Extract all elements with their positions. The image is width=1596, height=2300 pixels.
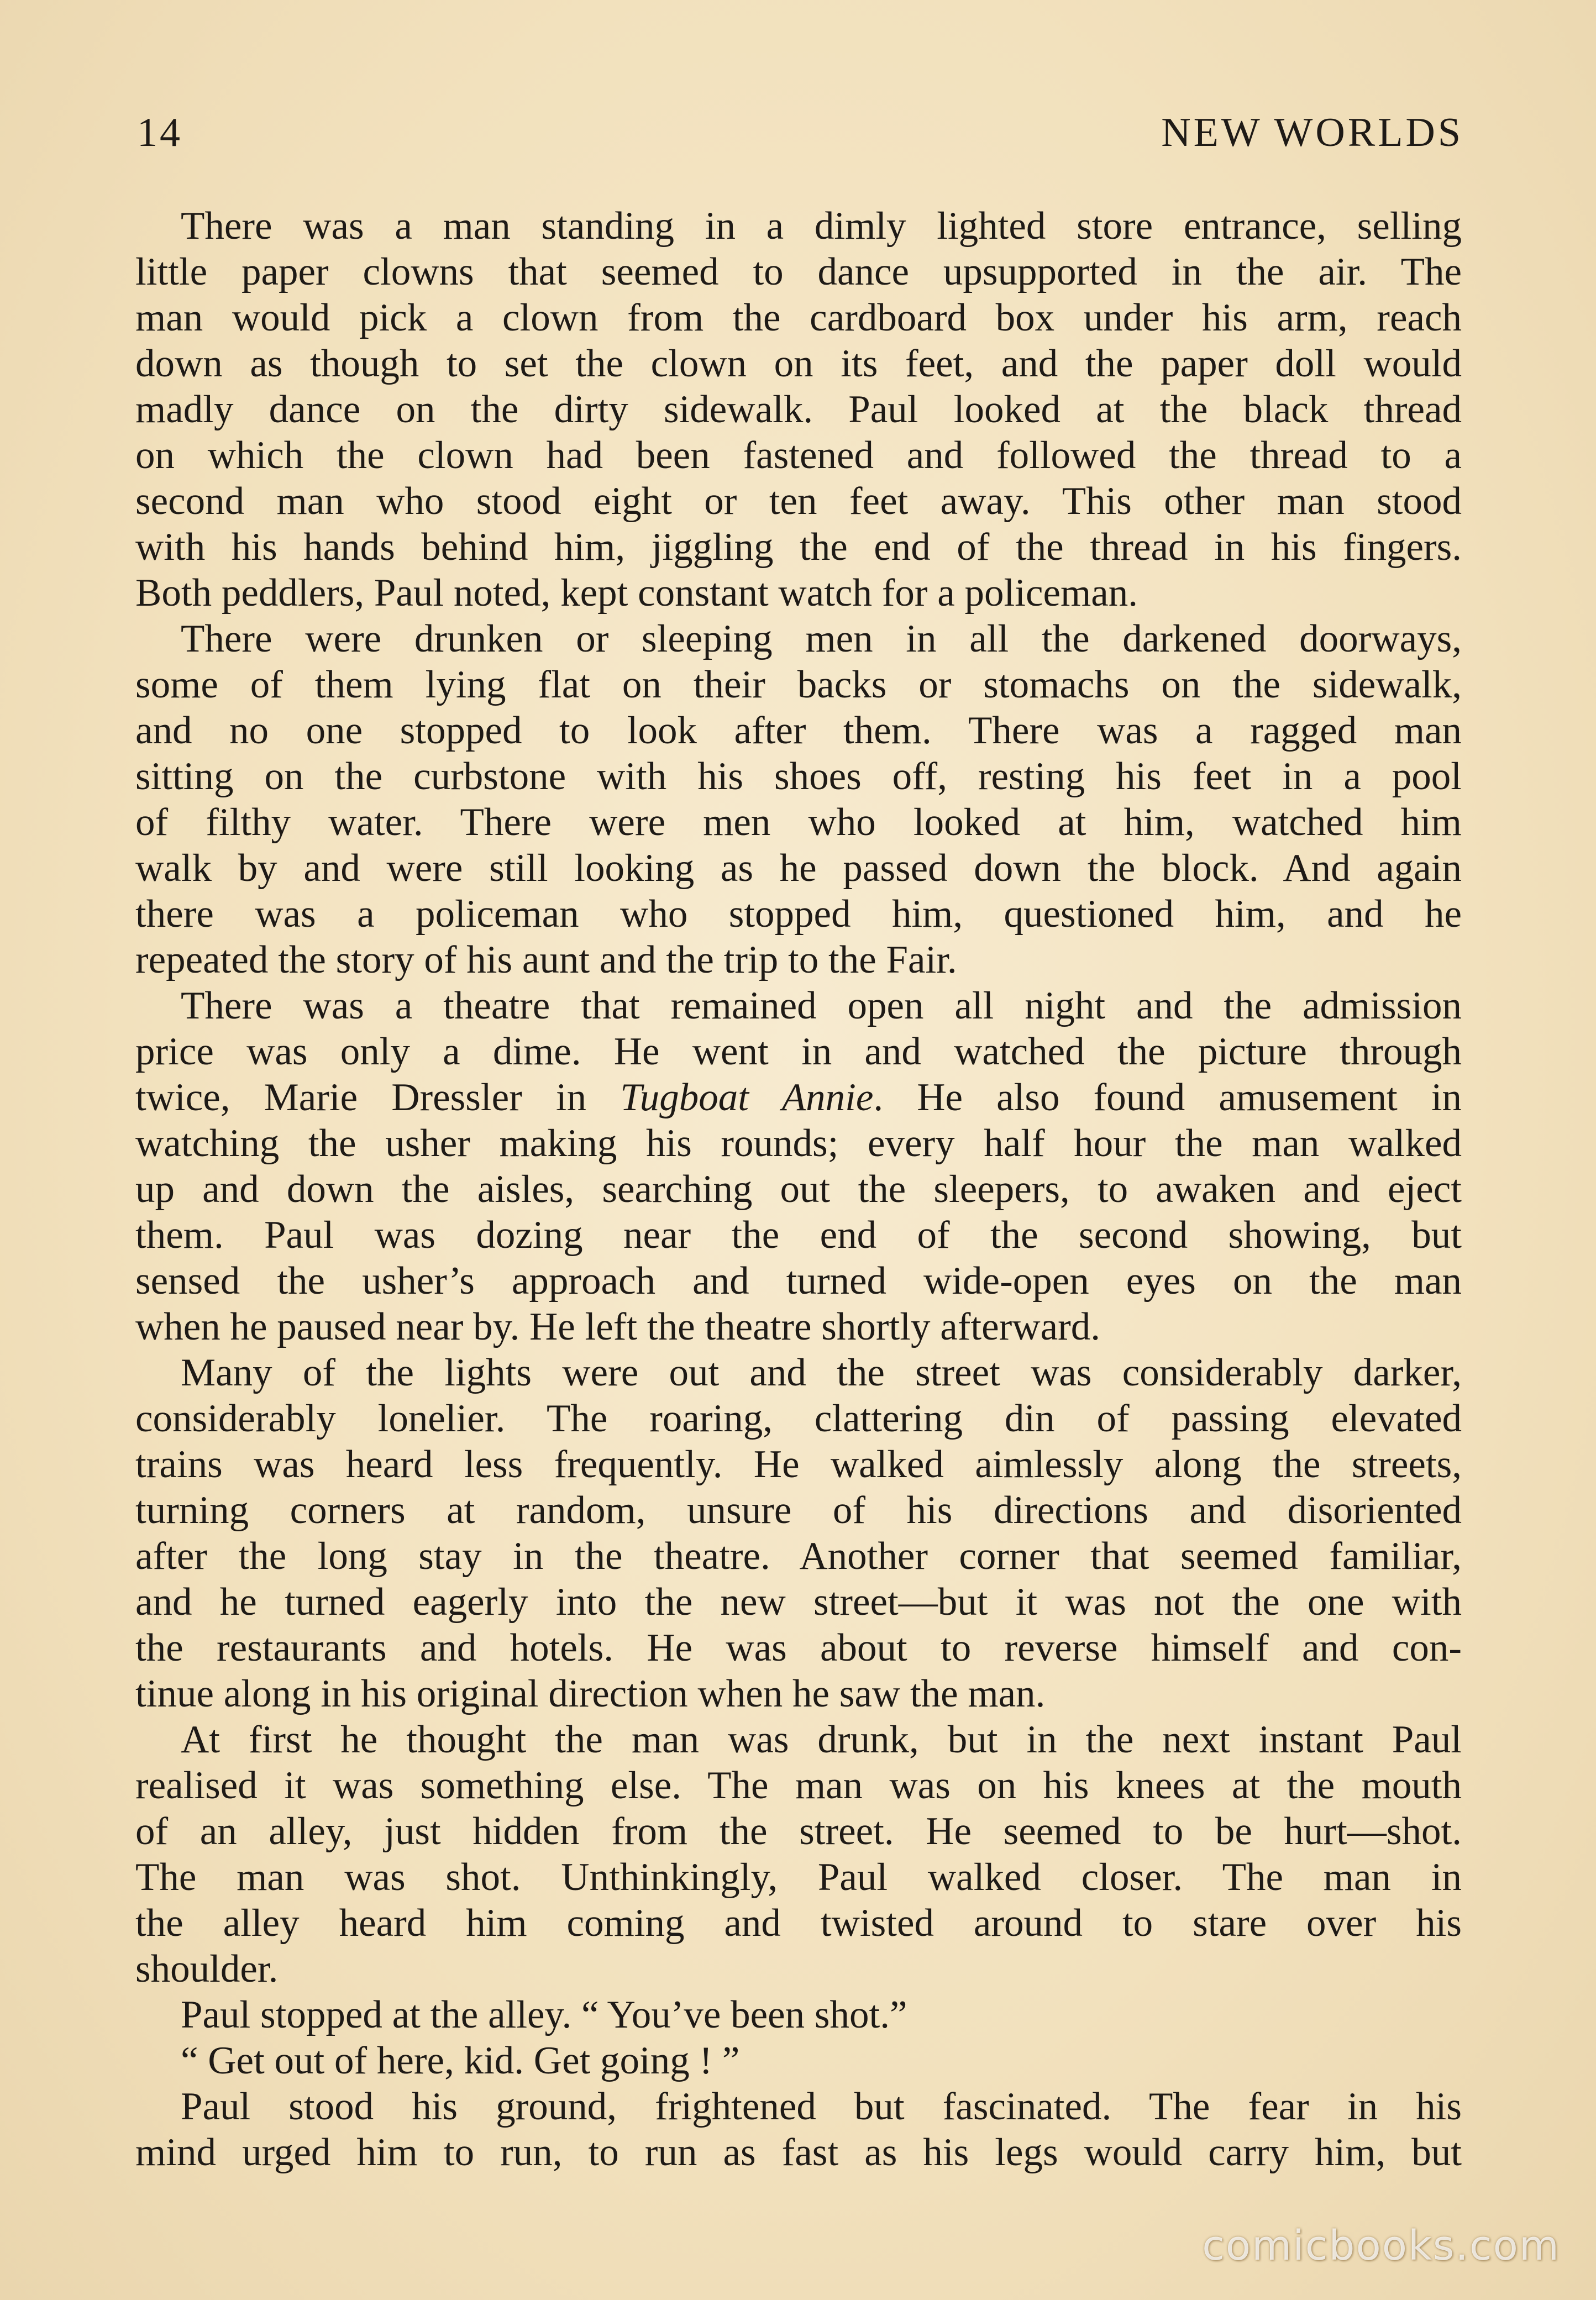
- text-line: There were drunken or sleeping men in all the darkened doorways,: [181, 617, 1462, 660]
- text-line: with his hands behind him, jiggling the end of the thread in his fingers.: [135, 526, 1462, 569]
- running-head: [137, 109, 1463, 159]
- text-line: price was only a dime. He went in and watched the picture through: [135, 1030, 1462, 1073]
- text-line-with-italic: twice, Marie Dressler in Tugboat Annie. He also found amusement in: [135, 1076, 1462, 1119]
- text-line: shoulder.: [135, 1947, 279, 1991]
- text-line: considerably lonelier. The roaring, clattering din of passing elevated: [135, 1397, 1462, 1440]
- text-line: the alley heard him coming and twisted around to stare over his: [135, 1902, 1462, 1945]
- text-line: them. Paul was dozing near the end of the second showing, but: [135, 1214, 1462, 1257]
- text-line: the restaurants and hotels. He was about to reverse himself and con-: [135, 1626, 1462, 1669]
- text-line: of filthy water. There were men who looked at him, watched him: [135, 801, 1462, 844]
- text-line: sitting on the curbstone with his shoes off, resting his feet in a pool: [135, 755, 1462, 798]
- body-text: [135, 203, 1462, 2176]
- text-line: up and down the aisles, searching out the sleepers, to awaken and eject: [135, 1168, 1462, 1211]
- text-line: madly dance on the dirty sidewalk. Paul looked at the black thread: [135, 388, 1462, 431]
- text-line: some of them lying flat on their backs or stomachs on the sidewalk,: [135, 663, 1462, 706]
- text-line: repeated the story of his aunt and the trip to the Fair.: [135, 938, 957, 981]
- text-line: Many of the lights were out and the street was considerably darker,: [181, 1351, 1462, 1394]
- text-line: of an alley, just hidden from the street. He seemed to be hurt—shot.: [135, 1810, 1462, 1853]
- text-line: second man who stood eight or ten feet away. This other man stood: [135, 480, 1462, 523]
- text-line: The man was shot. Unthinkingly, Paul walked closer. The man in: [135, 1856, 1462, 1899]
- text-line: There was a man standing in a dimly lighted store entrance, selling: [181, 204, 1462, 248]
- text-line: little paper clowns that seemed to dance upsupported in the air. The: [135, 250, 1462, 293]
- text-line: realised it was something else. The man was on his knees at the mouth: [135, 1764, 1462, 1807]
- watermark: comicbooks.com: [1202, 2222, 1560, 2270]
- text-line: man would pick a clown from the cardboard box under his arm, reach: [135, 296, 1462, 339]
- text-line: sensed the usher’s approach and turned wide-open eyes on the man: [135, 1259, 1462, 1303]
- text-line: when he paused near by. He left the theatre shortly afterward.: [135, 1305, 1100, 1348]
- text-line: down as though to set the clown on its feet, and the paper doll would: [135, 342, 1462, 385]
- text-line: trains was heard less frequently. He walked aimlessly along the streets,: [135, 1443, 1462, 1486]
- text-line: and no one stopped to look after them. There was a ragged man: [135, 709, 1462, 752]
- text-line: there was a policeman who stopped him, questioned him, and he: [135, 892, 1462, 936]
- dialogue-line: Paul stopped at the alley. “ You’ve been shot.”: [181, 1993, 907, 2036]
- text-line: mind urged him to run, to run as fast as his legs would carry him, but: [135, 2131, 1462, 2174]
- text-line: watching the usher making his rounds; every half hour the man walked: [135, 1122, 1462, 1165]
- text-line: walk by and were still looking as he passed down the block. And again: [135, 847, 1462, 890]
- italic-title: Tugboat Annie: [620, 1076, 874, 1119]
- running-title: NEW WORLDS: [1161, 110, 1463, 155]
- dialogue-line: “ Get out of here, kid. Get going ! ”: [181, 2039, 740, 2082]
- text-line: turning corners at random, unsure of his directions and disoriented: [135, 1489, 1462, 1532]
- text-line: There was a theatre that remained open all night and the admission: [181, 984, 1462, 1027]
- text-line: and he turned eagerly into the new street—but it was not the one with: [135, 1580, 1462, 1624]
- text-line: Paul stood his ground, frightened but fascinated. The fear in his: [181, 2085, 1462, 2128]
- text-line: Both peddlers, Paul noted, kept constant watch for a policeman.: [135, 571, 1138, 615]
- text-line: At first he thought the man was drunk, but in the next instant Paul: [181, 1718, 1462, 1761]
- page-number: 14: [137, 110, 182, 155]
- text-line: after the long stay in the theatre. Another corner that seemed familiar,: [135, 1535, 1462, 1578]
- text-line: tinue along in his original direction when he saw the man.: [135, 1672, 1046, 1715]
- text-line: on which the clown had been fastened and followed the thread to a: [135, 434, 1462, 477]
